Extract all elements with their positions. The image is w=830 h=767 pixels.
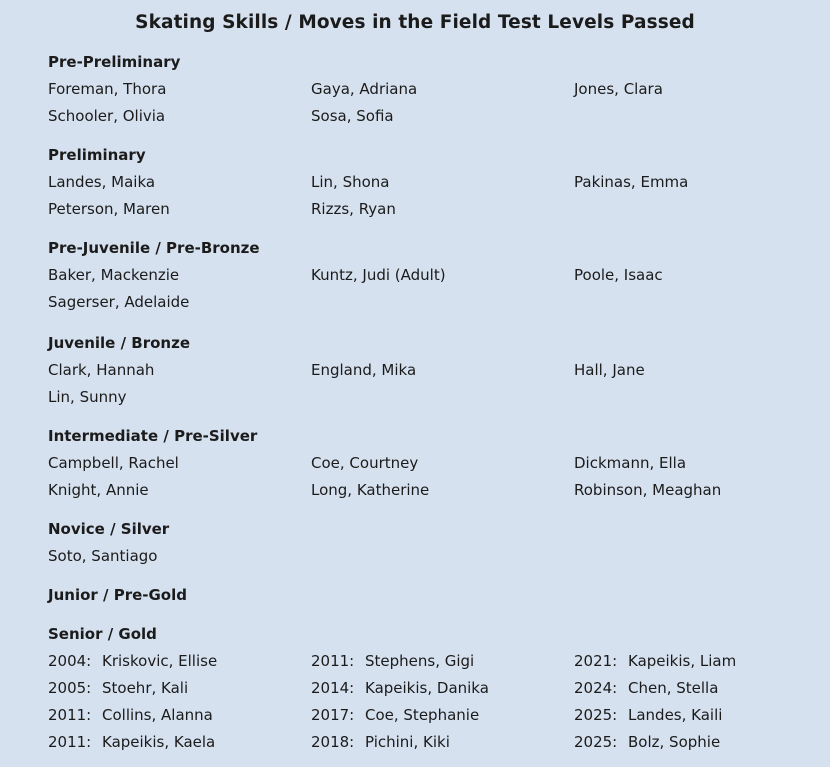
skater-entry: [311, 705, 574, 732]
skater-entry: [574, 546, 830, 573]
skater-row: [48, 705, 808, 732]
skater-entry: [574, 292, 830, 319]
skater-name: Kapeikis, Kaela: [102, 733, 216, 751]
level-heading: Pre-Preliminary: [48, 53, 181, 71]
skater-row: [48, 292, 808, 319]
page-title: Skating Skills / Moves in the Field Test Levels Passed: [135, 12, 695, 33]
level-heading: Juvenile / Bronze: [48, 334, 190, 352]
skater-entry: Landes, Maika: [48, 173, 156, 191]
test-year: 2021:: [574, 652, 618, 670]
test-year: 2011:: [48, 706, 92, 724]
skater-entry: Lin, Shona: [311, 173, 390, 191]
skater-entry: [311, 651, 574, 678]
level-section: [48, 624, 808, 759]
skater-entry: England, Mika: [311, 361, 417, 379]
skater-entry: Hall, Jane: [574, 361, 645, 379]
skater-entry: Knight, Annie: [48, 481, 149, 499]
test-year: 2025:: [574, 733, 618, 751]
skater-entry: Long, Katherine: [311, 481, 430, 499]
skater-name: Bolz, Sophie: [628, 733, 721, 751]
skater-row: [48, 199, 808, 226]
skater-entry: Peterson, Maren: [48, 200, 170, 218]
skater-row: [48, 387, 808, 414]
skater-name: Stoehr, Kali: [102, 679, 189, 697]
skater-entry: [574, 106, 830, 133]
skater-row: [48, 79, 808, 106]
test-year: 2005:: [48, 679, 92, 697]
skater-entry: Soto, Santiago: [48, 547, 158, 565]
skater-row: [48, 546, 808, 573]
skater-name: Stephens, Gigi: [365, 652, 475, 670]
skater-entry: [311, 387, 574, 414]
level-heading: Intermediate / Pre-Silver: [48, 427, 258, 445]
test-year: 2025:: [574, 706, 618, 724]
skater-entry: Lin, Sunny: [48, 388, 127, 406]
level-heading: Novice / Silver: [48, 520, 170, 538]
skater-name: Kapeikis, Danika: [365, 679, 489, 697]
skater-name: Coe, Stephanie: [365, 706, 480, 724]
skater-entry: [574, 387, 830, 414]
test-year: 2011:: [48, 733, 92, 751]
level-section: [48, 333, 808, 414]
skater-row: [48, 265, 808, 292]
skater-entry: Jones, Clara: [574, 80, 663, 98]
skater-row: [48, 651, 808, 678]
skater-name: Chen, Stella: [628, 679, 719, 697]
level-section: [48, 519, 808, 573]
skater-entry: Kuntz, Judi (Adult): [311, 266, 446, 284]
skater-row: [48, 732, 808, 759]
skater-name: Kapeikis, Liam: [628, 652, 737, 670]
skater-entry: [311, 678, 574, 705]
level-section: [48, 426, 808, 507]
skater-row: [48, 360, 808, 387]
skater-name: Pichini, Kiki: [365, 733, 450, 751]
skater-entry: Dickmann, Ella: [574, 454, 687, 472]
skater-name: Kriskovic, Ellise: [102, 652, 218, 670]
skater-entry: Clark, Hannah: [48, 361, 155, 379]
skater-entry: Campbell, Rachel: [48, 454, 179, 472]
test-year: 2024:: [574, 679, 618, 697]
level-heading: Preliminary: [48, 146, 146, 164]
skater-entry: Sagerser, Adelaide: [48, 293, 190, 311]
skater-entry: Gaya, Adriana: [311, 80, 418, 98]
skater-entry: [574, 732, 830, 759]
skater-entry: [311, 292, 574, 319]
level-heading: Junior / Pre-Gold: [48, 586, 187, 604]
level-section: [48, 145, 808, 226]
skater-entry: [574, 705, 830, 732]
skater-entry: [311, 546, 574, 573]
skater-entry: [48, 705, 311, 732]
skater-entry: [574, 651, 830, 678]
skater-entry: [574, 678, 830, 705]
skater-entry: Poole, Isaac: [574, 266, 663, 284]
skater-row: [48, 453, 808, 480]
level-heading: Pre-Juvenile / Pre-Bronze: [48, 239, 260, 257]
skater-entry: Sosa, Sofia: [311, 107, 394, 125]
skater-entry: [48, 678, 311, 705]
skater-entry: Foreman, Thora: [48, 80, 167, 98]
test-year: 2004:: [48, 652, 92, 670]
skater-entry: Baker, Mackenzie: [48, 266, 180, 284]
test-year: 2018:: [311, 733, 355, 751]
test-year: 2011:: [311, 652, 355, 670]
level-section: [48, 585, 808, 612]
skater-entry: Schooler, Olivia: [48, 107, 166, 125]
skater-entry: Robinson, Meaghan: [574, 481, 722, 499]
level-section: [48, 52, 808, 133]
skater-entry: Coe, Courtney: [311, 454, 419, 472]
skater-entry: [311, 732, 574, 759]
skater-row: [48, 678, 808, 705]
skater-entry: [48, 651, 311, 678]
skater-entry: [48, 732, 311, 759]
skater-entry: Rizzs, Ryan: [311, 200, 396, 218]
level-section: [48, 238, 808, 319]
test-year: 2014:: [311, 679, 355, 697]
skater-name: Collins, Alanna: [102, 706, 213, 724]
level-heading: Senior / Gold: [48, 625, 157, 643]
skater-row: [48, 172, 808, 199]
skater-name: Landes, Kaili: [628, 706, 723, 724]
skater-row: [48, 106, 808, 133]
skater-entry: Pakinas, Emma: [574, 173, 689, 191]
skater-row: [48, 480, 808, 507]
test-year: 2017:: [311, 706, 355, 724]
skater-entry: [574, 199, 830, 226]
